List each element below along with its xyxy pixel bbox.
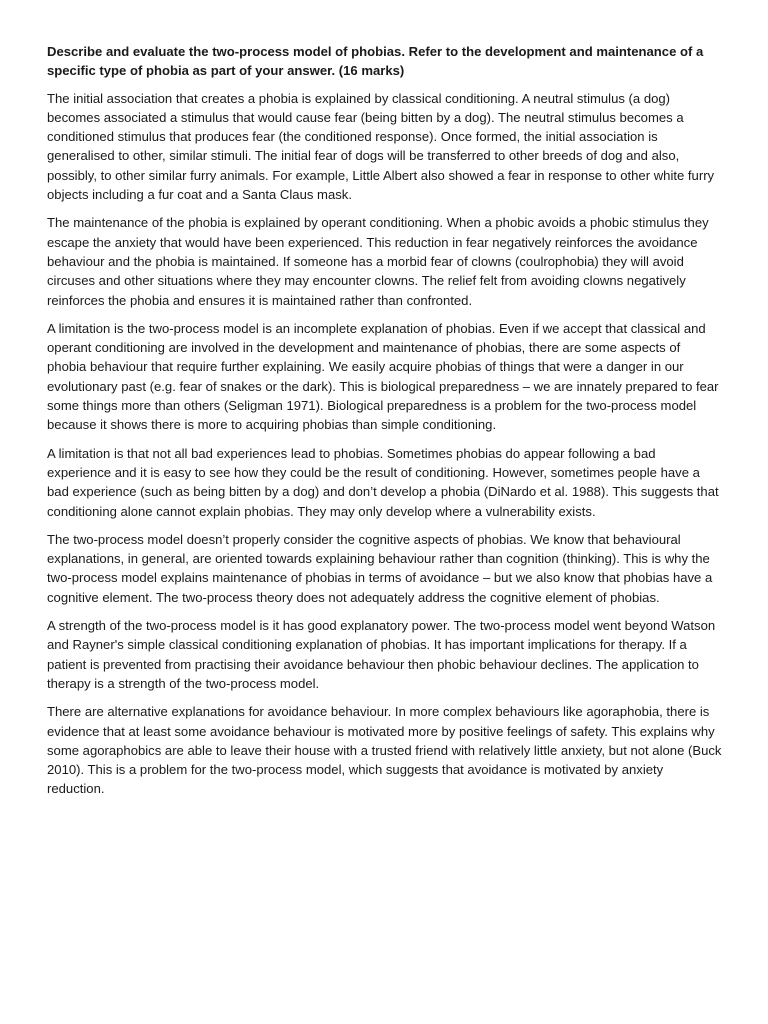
paragraph-cognitive-aspects: The two-process model doesn’t properly consider the cognitive aspects of phobias. We know that behavioural explanations, in general, are oriented towards explaining behaviour rather than cognition (thinking). This is why the two-process model explains maintenance of phobias in terms of avoidance – but we also know that phobias have a cognitive element. The two-process theory does not adequately address the cognitive element of phobias. bbox=[47, 531, 713, 605]
paragraph-operant-conditioning: The maintenance of the phobia is explained by operant conditioning. When a phobic avoids a phobic stimulus they escape the anxiety that would have been experienced. This reduction in fear negatively reinforces the avoidance behaviour and the phobia is maintained. If someone has a morbid fear of clowns (coulrophobia) they will avoid circuses and other situations where they may encounter clowns. The relief felt from avoiding clowns negatively reinforces the phobia and ensures it is maintained rather than confronted. bbox=[47, 215, 709, 308]
document-page bbox=[47, 42, 723, 808]
paragraph-limitation-bad-experiences: A limitation is that not all bad experiences lead to phobias. Sometimes phobias do appear following a bad experience and it is easy to see how they could be the result of conditioning. However, sometimes people have a bad experience (such as being bitten by a dog) and don’t develop a phobia (DiNardo et al. 1988). This suggests that conditioning alone cannot explain phobias. They may only develop where a vulnerability exists. bbox=[47, 445, 719, 519]
paragraph-alternative-explanations: There are alternative explanations for avoidance behaviour. In more complex behaviours like agoraphobia, there is evidence that at least some avoidance behaviour is motivated more by positive feelings of safety. This explains why some agoraphobics are able to leave their house with a trusted friend with relatively little anxiety, but not alone (Buck 2010). This is a problem for the two-process model, which suggests that avoidance is motivated by anxiety reduction. bbox=[47, 704, 722, 797]
paragraph-limitation-incomplete: A limitation is the two-process model is an incomplete explanation of phobias. Even if we accept that classical and operant conditioning are involved in the development and maintenance of phobias, there are some aspects of phobia behaviour that require further explaining. We easily acquire phobias of things that were a danger in our evolutionary past (e.g. fear of snakes or the dark). This is biological preparedness – we are innately prepared to fear some things more than others (Seligman 1971). Biological preparedness is a problem for the two-process model because it shows there is more to acquiring phobias than simple conditioning. bbox=[47, 320, 719, 433]
paragraph-classical-conditioning: The initial association that creates a phobia is explained by classical conditioning. A neutral stimulus (a dog) becomes associated a stimulus that would cause fear (being bitten by a dog). The neutral stimulus becomes a conditioned stimulus that produces fear (the conditioned response). Once formed, the initial association is generalised to other, similar stimuli. The initial fear of dogs will be transferred to other breeds of dog and also, possibly, to other similar furry animals. For example, Little Albert also showed a fear in response to other white furry objects including a fur coat and a Santa Claus mask. bbox=[47, 90, 715, 203]
paragraph-strength-explanatory-power: A strength of the two-process model is it has good explanatory power. The two-process model went beyond Watson and Rayner's simple classical conditioning explanation of phobias. It has important implications for therapy. If a patient is prevented from practising their avoidance behaviour then phobic behaviour declines. The application to therapy is a strength of the two-process model. bbox=[47, 618, 716, 691]
essay-question: Describe and evaluate the two-process model of phobias. Refer to the development and maintenance of a specific type of phobia as part of your answer. (16 marks) bbox=[47, 44, 704, 79]
